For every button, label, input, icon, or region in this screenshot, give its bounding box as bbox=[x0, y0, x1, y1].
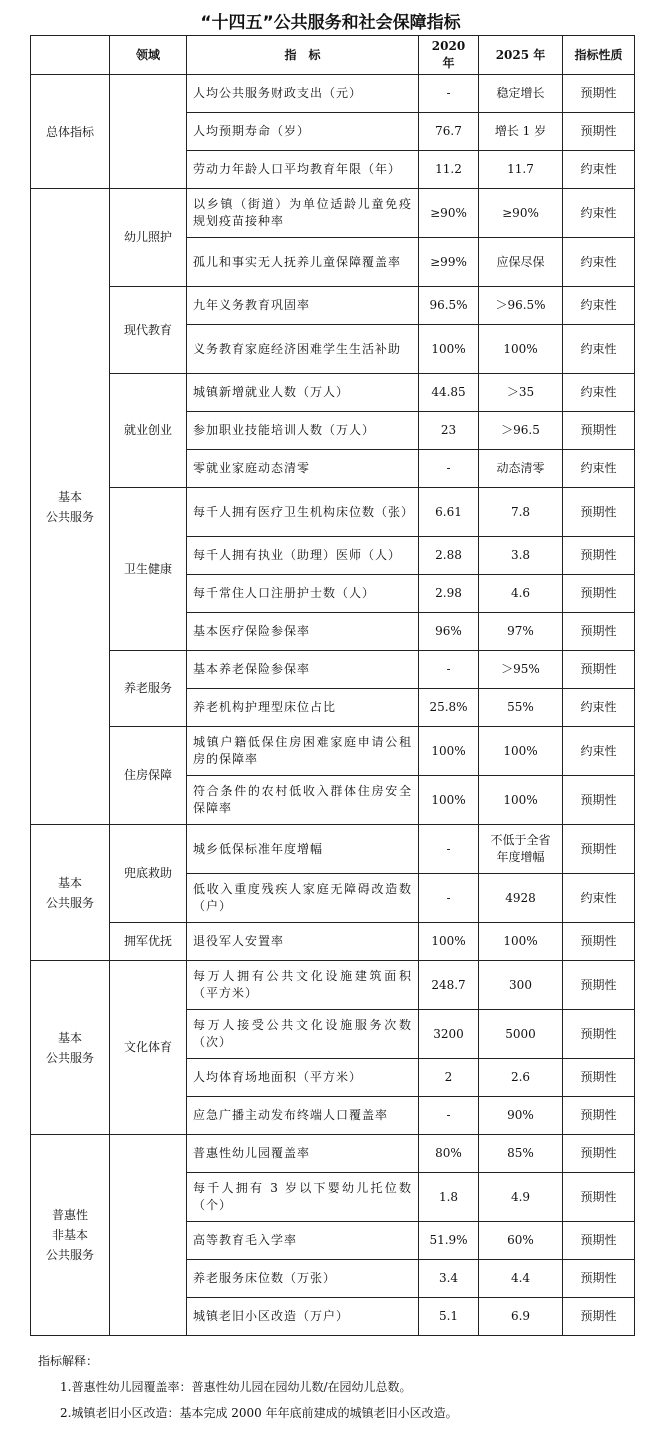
indicator-cell: 九年义务教育巩固率 bbox=[187, 287, 419, 325]
group-cell: 基本 公共服务 bbox=[31, 189, 110, 825]
indicator-cell: 退役军人安置率 bbox=[187, 923, 419, 961]
value-2020-cell: - bbox=[419, 874, 479, 923]
nature-cell: 约束性 bbox=[563, 151, 635, 189]
nature-cell: 预期性 bbox=[563, 113, 635, 151]
value-2020-cell: - bbox=[419, 651, 479, 689]
nature-cell: 预期性 bbox=[563, 537, 635, 575]
value-2020-cell: 1.8 bbox=[419, 1173, 479, 1222]
nature-cell: 约束性 bbox=[563, 874, 635, 923]
indicator-cell: 应急广播主动发布终端人口覆盖率 bbox=[187, 1097, 419, 1135]
value-2020-cell: 5.1 bbox=[419, 1298, 479, 1336]
table-row bbox=[31, 727, 635, 776]
indicator-cell: 城镇老旧小区改造（万户） bbox=[187, 1298, 419, 1336]
value-2025-cell: 2.6 bbox=[479, 1059, 563, 1097]
group-cell: 总体指标 bbox=[31, 75, 110, 189]
indicator-cell: 基本医疗保险参保率 bbox=[187, 613, 419, 651]
value-2020-cell: 100% bbox=[419, 325, 479, 374]
group-cell: 基本 公共服务 bbox=[31, 825, 110, 961]
value-2025-cell: 稳定增长 bbox=[479, 75, 563, 113]
header-2025: 2025 年 bbox=[479, 36, 563, 75]
domain-cell: 幼儿照护 bbox=[110, 189, 187, 287]
notes-title: 指标解释： bbox=[38, 1354, 99, 1368]
value-2020-cell: 3200 bbox=[419, 1010, 479, 1059]
value-2020-cell: 96.5% bbox=[419, 287, 479, 325]
nature-cell: 约束性 bbox=[563, 727, 635, 776]
value-2020-cell: - bbox=[419, 75, 479, 113]
value-2020-cell: 76.7 bbox=[419, 113, 479, 151]
value-2020-cell: 23 bbox=[419, 412, 479, 450]
value-2025-cell: ＞96.5 bbox=[479, 412, 563, 450]
header-2020: 2020 年 bbox=[419, 36, 479, 75]
value-2020-cell: 100% bbox=[419, 923, 479, 961]
table-row bbox=[31, 961, 635, 1010]
value-2025-cell: 11.7 bbox=[479, 151, 563, 189]
domain-cell bbox=[110, 1135, 187, 1336]
value-2025-cell: 100% bbox=[479, 923, 563, 961]
value-2020-cell: - bbox=[419, 450, 479, 488]
indicator-cell: 人均体育场地面积（平方米） bbox=[187, 1059, 419, 1097]
value-2025-cell: 4.9 bbox=[479, 1173, 563, 1222]
domain-cell: 拥军优抚 bbox=[110, 923, 187, 961]
nature-cell: 预期性 bbox=[563, 1097, 635, 1135]
indicator-cell: 城镇新增就业人数（万人） bbox=[187, 374, 419, 412]
indicator-cell: 劳动力年龄人口平均教育年限（年） bbox=[187, 151, 419, 189]
indicator-cell: 养老服务床位数（万张） bbox=[187, 1260, 419, 1298]
indicator-cell: 城镇户籍低保住房困难家庭申请公租房的保障率 bbox=[187, 727, 419, 776]
indicator-cell: 每万人接受公共文化设施服务次数（次） bbox=[187, 1010, 419, 1059]
value-2025-cell: 应保尽保 bbox=[479, 238, 563, 287]
value-2025-cell: 55% bbox=[479, 689, 563, 727]
value-2020-cell: ≥99% bbox=[419, 238, 479, 287]
nature-cell: 约束性 bbox=[563, 238, 635, 287]
nature-cell: 约束性 bbox=[563, 689, 635, 727]
value-2025-cell: 4928 bbox=[479, 874, 563, 923]
value-2025-cell: 增长 1 岁 bbox=[479, 113, 563, 151]
nature-cell: 约束性 bbox=[563, 287, 635, 325]
header-group bbox=[31, 36, 110, 75]
indicator-cell: 人均预期寿命（岁） bbox=[187, 113, 419, 151]
value-2025-cell: 100% bbox=[479, 727, 563, 776]
value-2025-cell: 100% bbox=[479, 776, 563, 825]
value-2025-cell: 4.4 bbox=[479, 1260, 563, 1298]
nature-cell: 预期性 bbox=[563, 651, 635, 689]
nature-cell: 约束性 bbox=[563, 325, 635, 374]
nature-cell: 预期性 bbox=[563, 825, 635, 874]
nature-cell: 预期性 bbox=[563, 1222, 635, 1260]
table-row bbox=[31, 287, 635, 325]
domain-cell: 就业创业 bbox=[110, 374, 187, 488]
value-2020-cell: - bbox=[419, 825, 479, 874]
header-nature: 指标性质 bbox=[563, 36, 635, 75]
page-title: “十四五”公共服务和社会保障指标 bbox=[200, 13, 461, 33]
nature-cell: 预期性 bbox=[563, 1260, 635, 1298]
table-row bbox=[31, 825, 635, 874]
table-row bbox=[31, 651, 635, 689]
indicator-cell: 高等教育毛入学率 bbox=[187, 1222, 419, 1260]
note-item: 2.城镇老旧小区改造：基本完成 2000 年年底前建成的城镇老旧小区改造。 bbox=[60, 1406, 458, 1420]
value-2020-cell: 2 bbox=[419, 1059, 479, 1097]
value-2020-cell: 44.85 bbox=[419, 374, 479, 412]
value-2025-cell: ＞96.5% bbox=[479, 287, 563, 325]
indicator-cell: 人均公共服务财政支出（元） bbox=[187, 75, 419, 113]
value-2025-cell: 90% bbox=[479, 1097, 563, 1135]
value-2025-cell: 6.9 bbox=[479, 1298, 563, 1336]
table-header-row bbox=[31, 36, 635, 75]
indicator-cell: 每万人拥有公共文化设施建筑面积（平方米） bbox=[187, 961, 419, 1010]
table-row bbox=[31, 488, 635, 537]
value-2020-cell: 80% bbox=[419, 1135, 479, 1173]
nature-cell: 预期性 bbox=[563, 575, 635, 613]
value-2020-cell: 100% bbox=[419, 776, 479, 825]
indicator-cell: 基本养老保险参保率 bbox=[187, 651, 419, 689]
nature-cell: 预期性 bbox=[563, 412, 635, 450]
value-2020-cell: - bbox=[419, 1097, 479, 1135]
notes bbox=[38, 1352, 458, 1430]
domain-cell bbox=[110, 75, 187, 189]
domain-cell: 文化体育 bbox=[110, 961, 187, 1135]
value-2020-cell: 2.88 bbox=[419, 537, 479, 575]
value-2025-cell: ≥90% bbox=[479, 189, 563, 238]
indicator-cell: 普惠性幼儿园覆盖率 bbox=[187, 1135, 419, 1173]
value-2020-cell: 25.8% bbox=[419, 689, 479, 727]
domain-cell: 住房保障 bbox=[110, 727, 187, 825]
domain-cell: 养老服务 bbox=[110, 651, 187, 727]
value-2025-cell: 7.8 bbox=[479, 488, 563, 537]
indicator-cell: 城乡低保标准年度增幅 bbox=[187, 825, 419, 874]
value-2025-cell: 60% bbox=[479, 1222, 563, 1260]
domain-cell: 兜底救助 bbox=[110, 825, 187, 923]
value-2020-cell: 3.4 bbox=[419, 1260, 479, 1298]
indicator-cell: 符合条件的农村低收入群体住房安全保障率 bbox=[187, 776, 419, 825]
value-2020-cell: 100% bbox=[419, 727, 479, 776]
note-item: 1.普惠性幼儿园覆盖率：普惠性幼儿园在园幼儿数/在园幼儿总数。 bbox=[60, 1380, 412, 1394]
nature-cell: 预期性 bbox=[563, 488, 635, 537]
table-row bbox=[31, 1135, 635, 1173]
value-2025-cell: 97% bbox=[479, 613, 563, 651]
nature-cell: 约束性 bbox=[563, 450, 635, 488]
value-2025-cell: ＞35 bbox=[479, 374, 563, 412]
nature-cell: 约束性 bbox=[563, 189, 635, 238]
table-row bbox=[31, 189, 635, 238]
header-indicator: 指 标 bbox=[187, 36, 419, 75]
value-2025-cell: 5000 bbox=[479, 1010, 563, 1059]
nature-cell: 预期性 bbox=[563, 613, 635, 651]
indicator-cell: 每千常住人口注册护士数（人） bbox=[187, 575, 419, 613]
indicator-cell: 低收入重度残疾人家庭无障碍改造数（户） bbox=[187, 874, 419, 923]
value-2020-cell: 6.61 bbox=[419, 488, 479, 537]
table-row bbox=[31, 374, 635, 412]
value-2025-cell: 300 bbox=[479, 961, 563, 1010]
value-2025-cell: 动态清零 bbox=[479, 450, 563, 488]
value-2020-cell: 11.2 bbox=[419, 151, 479, 189]
domain-cell: 现代教育 bbox=[110, 287, 187, 374]
value-2020-cell: ≥90% bbox=[419, 189, 479, 238]
indicator-cell: 每千人拥有执业（助理）医师（人） bbox=[187, 537, 419, 575]
nature-cell: 约束性 bbox=[563, 374, 635, 412]
nature-cell: 预期性 bbox=[563, 1010, 635, 1059]
indicator-cell: 养老机构护理型床位占比 bbox=[187, 689, 419, 727]
nature-cell: 预期性 bbox=[563, 1173, 635, 1222]
indicator-cell: 每千人拥有 3 岁以下婴幼儿托位数（个） bbox=[187, 1173, 419, 1222]
group-cell: 普惠性 非基本 公共服务 bbox=[31, 1135, 110, 1336]
header-domain: 领域 bbox=[110, 36, 187, 75]
indicator-cell: 零就业家庭动态清零 bbox=[187, 450, 419, 488]
value-2025-cell: 100% bbox=[479, 325, 563, 374]
indicator-cell: 每千人拥有医疗卫生机构床位数（张） bbox=[187, 488, 419, 537]
nature-cell: 预期性 bbox=[563, 1059, 635, 1097]
indicator-cell: 以乡镇（街道）为单位适龄儿童免疫规划疫苗接种率 bbox=[187, 189, 419, 238]
value-2020-cell: 51.9% bbox=[419, 1222, 479, 1260]
table-row bbox=[31, 75, 635, 113]
table-row bbox=[31, 923, 635, 961]
value-2025-cell: 3.8 bbox=[479, 537, 563, 575]
value-2025-cell: 85% bbox=[479, 1135, 563, 1173]
value-2025-cell: ＞95% bbox=[479, 651, 563, 689]
group-cell: 基本 公共服务 bbox=[31, 961, 110, 1135]
nature-cell: 预期性 bbox=[563, 776, 635, 825]
value-2020-cell: 96% bbox=[419, 613, 479, 651]
nature-cell: 预期性 bbox=[563, 1298, 635, 1336]
nature-cell: 预期性 bbox=[563, 1135, 635, 1173]
value-2025-cell: 不低于全省年度增幅 bbox=[479, 825, 563, 874]
value-2025-cell: 4.6 bbox=[479, 575, 563, 613]
nature-cell: 预期性 bbox=[563, 75, 635, 113]
nature-cell: 预期性 bbox=[563, 923, 635, 961]
indicator-cell: 参加职业技能培训人数（万人） bbox=[187, 412, 419, 450]
indicator-table bbox=[30, 35, 635, 1336]
nature-cell: 预期性 bbox=[563, 961, 635, 1010]
value-2020-cell: 248.7 bbox=[419, 961, 479, 1010]
indicator-cell: 义务教育家庭经济困难学生生活补助 bbox=[187, 325, 419, 374]
indicator-cell: 孤儿和事实无人抚养儿童保障覆盖率 bbox=[187, 238, 419, 287]
domain-cell: 卫生健康 bbox=[110, 488, 187, 651]
value-2020-cell: 2.98 bbox=[419, 575, 479, 613]
